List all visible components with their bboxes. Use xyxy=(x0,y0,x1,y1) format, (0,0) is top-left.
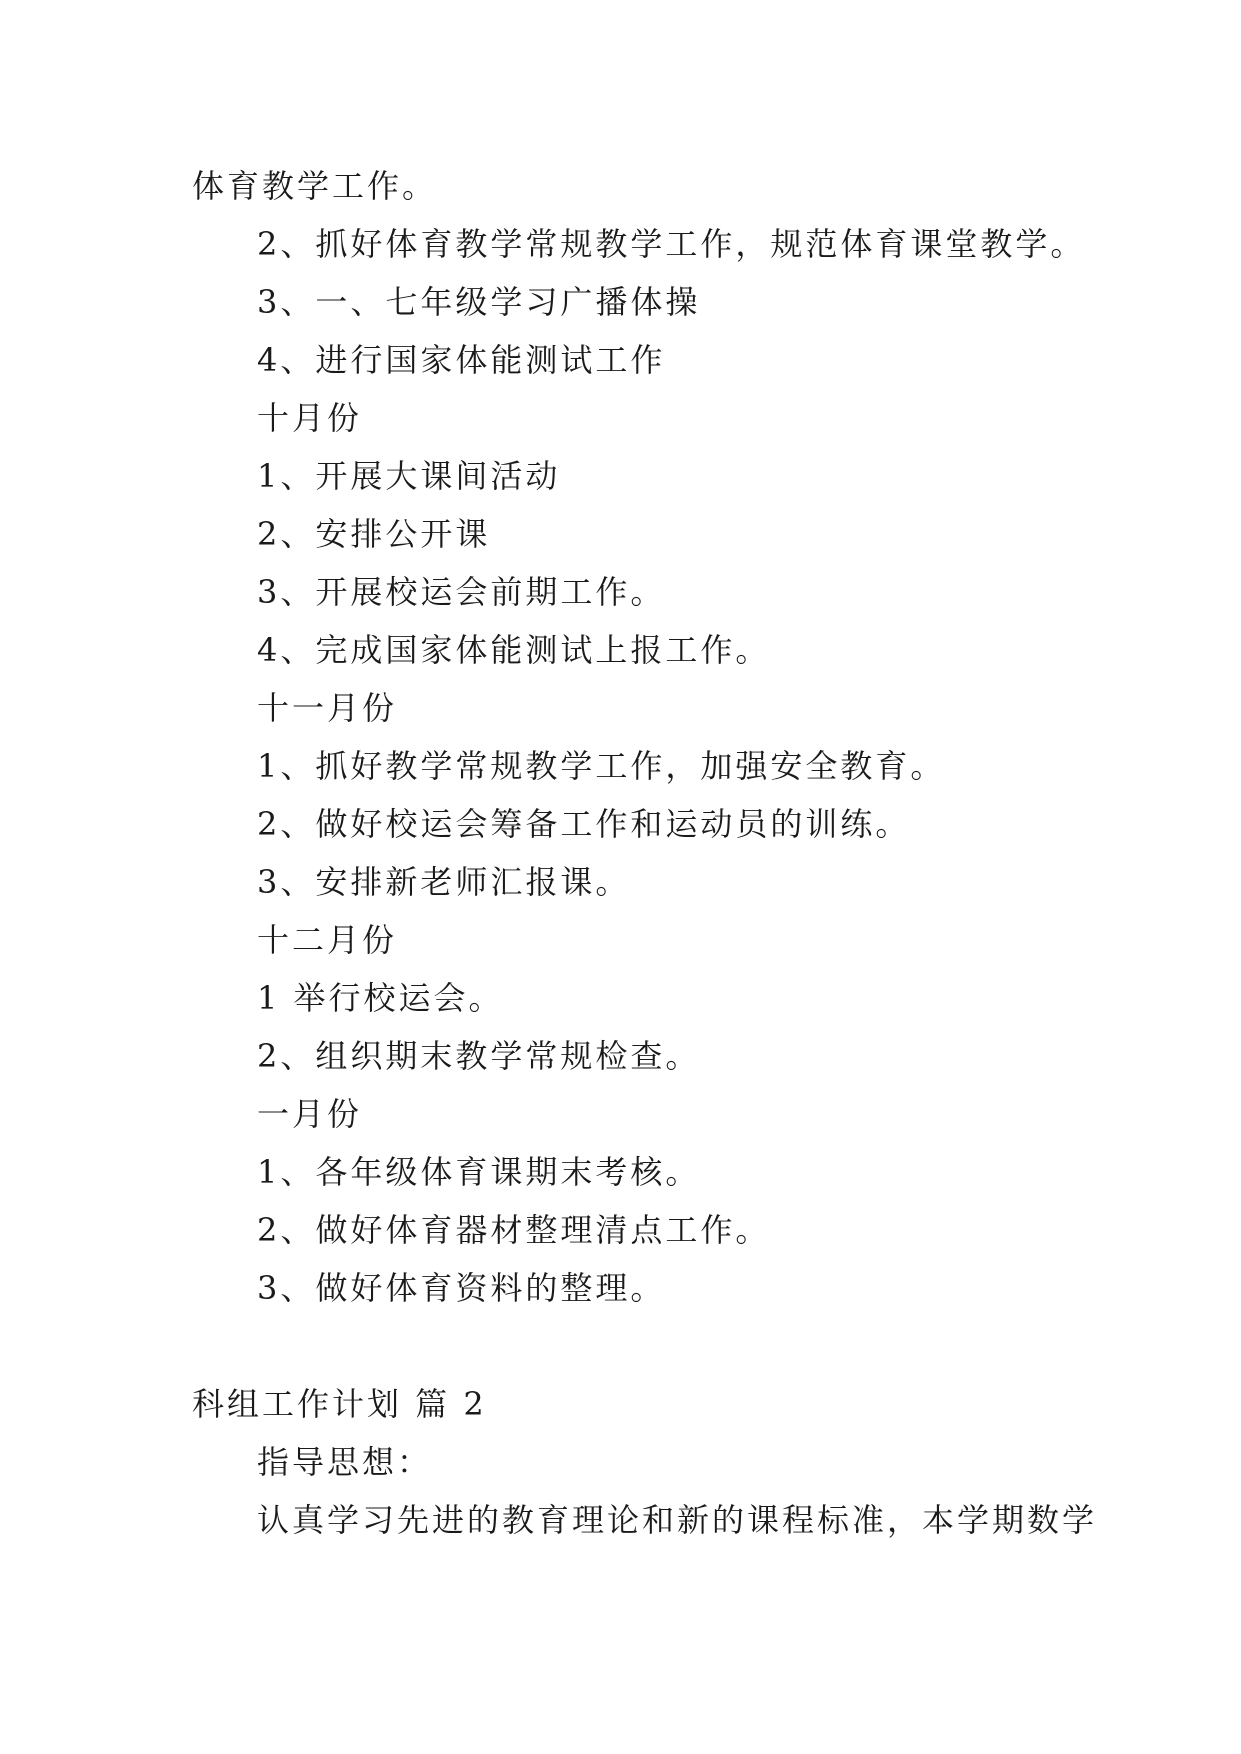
text-line: 体育教学工作。 xyxy=(192,167,438,205)
text-line: 2、抓好体育教学常规教学工作，规范体育课堂教学。 xyxy=(257,225,1086,263)
text-line: 2、做好体育器材整理清点工作。 xyxy=(257,1211,771,1249)
guide-heading: 指导思想： xyxy=(257,1443,433,1481)
section-title: 科组工作计划 篇 2 xyxy=(192,1385,487,1423)
text-line: 3、安排新老师汇报课。 xyxy=(257,863,631,901)
guide-text: 认真学习先进的教育理论和新的课程标准，本学期数学 xyxy=(257,1501,1098,1539)
text-line: 1、抓好教学常规教学工作，加强安全教育。 xyxy=(257,747,946,785)
text-line: 2、组织期末教学常规检查。 xyxy=(257,1037,701,1075)
text-line: 2、做好校运会筹备工作和运动员的训练。 xyxy=(257,805,911,843)
month-heading: 十二月份 xyxy=(257,921,398,959)
text-line: 3、做好体育资料的整理。 xyxy=(257,1269,666,1307)
month-heading: 一月份 xyxy=(257,1095,363,1133)
text-line: 3、开展校运会前期工作。 xyxy=(257,573,666,611)
text-line: 4、完成国家体能测试上报工作。 xyxy=(257,631,771,669)
text-line: 3、一、七年级学习广播体操 xyxy=(257,283,701,321)
month-heading: 十一月份 xyxy=(257,689,398,727)
text-line: 4、进行国家体能测试工作 xyxy=(257,341,666,379)
text-line: 1 举行校运会。 xyxy=(257,979,504,1017)
month-heading: 十月份 xyxy=(257,399,363,437)
text-line: 1、开展大课间活动 xyxy=(257,457,561,495)
text-line: 1、各年级体育课期末考核。 xyxy=(257,1153,701,1191)
text-line: 2、安排公开课 xyxy=(257,515,491,553)
